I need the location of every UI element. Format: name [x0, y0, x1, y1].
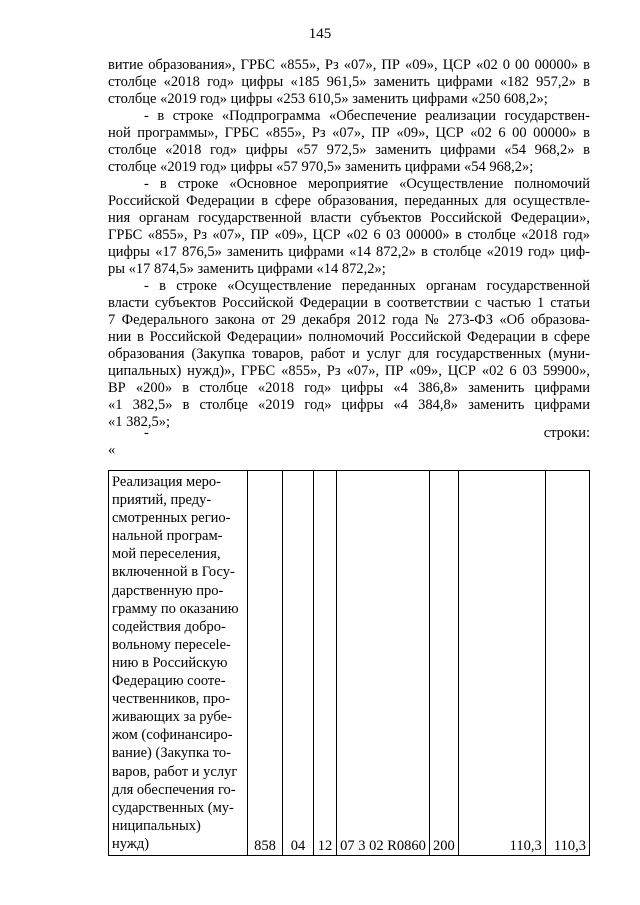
value-2019-cell: 110,3: [545, 471, 589, 856]
text-line: столбце «2019 год» цифры «253 610,5» заменить цифрами «250 608,2»;: [108, 91, 548, 107]
value-2018-cell: 110,3: [458, 471, 545, 856]
expense-name-line: включенной в Госу-: [112, 564, 235, 581]
text-line: - в строке «Осуществление переданных органам государственной: [144, 278, 590, 294]
paragraph: [108, 108, 590, 176]
page-number: 145: [308, 26, 332, 42]
vr-cell: 200: [430, 471, 459, 856]
text-line: 7 Федерального закона от 29 декабря 2012 года № 273-ФЗ «Об образова-: [108, 312, 590, 328]
paragraph: [108, 176, 590, 278]
rz-cell: 04: [283, 471, 314, 856]
expense-name-line: для обеспечения го-: [112, 781, 236, 798]
text-line: ния органам государственной власти субъектов Российской Федерации»,: [108, 210, 590, 226]
expense-name-line: чественников, про-: [112, 691, 231, 708]
expense-name-line: нужд): [112, 835, 150, 852]
expense-name-line: грамму по оказанию: [112, 600, 239, 617]
expense-name-line: живающих за рубе-: [112, 709, 232, 726]
expense-name-line: Федерацию соотe-: [112, 673, 226, 690]
grbs-cell: 858: [248, 471, 283, 856]
text-line: ГРБС «855», Рз «07», ПР «09», ЦСР «02 6 03 00000» в столбце «2018 год»: [108, 227, 590, 243]
text-line: власти субъектов Российской Федерации в соответствии с частью 1 статьи: [108, 295, 590, 311]
table-row: [109, 471, 590, 856]
text-line: ципальных) нужд)», ГРБС «855», Рз «07», ПР «09», ЦСР «02 6 03 59900»,: [108, 363, 590, 379]
expense-name-line: вольному пересele-: [112, 636, 231, 653]
text-line: столбце «2018 год» цифры «57 972,5» заменить цифрами «54 968,2» в: [108, 142, 590, 158]
expense-name-cell: [109, 471, 248, 856]
text-line: «: [108, 442, 116, 458]
text-line: Российской Федерации в сфере образования, переданных для осуществле-: [108, 193, 590, 209]
expense-name-line: дарственную про-: [112, 582, 224, 599]
expense-name-line: Реализация меро-: [112, 474, 221, 490]
text-line: образования (Закупка товаров, работ и услуг для государственных (муни-: [108, 346, 590, 362]
text-line: - строки:: [144, 425, 590, 441]
expense-name-line: жом (софинансиро-: [112, 727, 233, 744]
text-line: столбце «2018 год» цифры «185 961,5» заменить цифрами «182 957,2» в: [108, 74, 590, 90]
text-line: ВР «200» в столбце «2018 год» цифры «4 386,8» заменить цифрами: [108, 380, 590, 396]
expense-name-line: смотренных регио-: [112, 510, 231, 527]
text-line: нии в Российской Федерации» полномочий Российской Федерации в сфере: [108, 329, 590, 345]
pr-cell: 12: [314, 471, 337, 856]
expense-name-line: нию в Российскую: [112, 654, 228, 671]
budget-table: [108, 470, 590, 856]
text-line: «1 382,5»;: [108, 414, 171, 430]
expense-name-line: содействия добро-: [112, 618, 226, 635]
text-line: цифры «17 876,5» заменить цифрами «14 872,2» в столбце «2019 год» циф-: [108, 244, 590, 260]
text-line: ры «17 874,5» заменить цифрами «14 872,2»;: [108, 261, 386, 277]
paragraph: [108, 425, 590, 459]
expense-name-line: мой переселения,: [112, 546, 221, 563]
paragraph: [108, 57, 590, 108]
expense-name-line: приятий, преду-: [112, 492, 212, 509]
text-line: - в строке «Основное мероприятие «Осуществление полномочий: [144, 176, 590, 192]
paragraph: [108, 278, 590, 431]
text-line: витие образования», ГРБС «855», Рз «07», ПР «09», ЦСР «02 0 00 00000» в: [108, 57, 590, 73]
text-line: «1 382,5» в столбце «2019 год» цифры «4 384,8» заменить цифрами: [108, 397, 590, 413]
text-line: столбце «2019 год» цифры «57 970,5» заменить цифрами «54 968,2»;: [108, 159, 534, 175]
csr-cell: 07 3 02 R0860: [337, 471, 430, 856]
expense-name-line: вание) (Закупка то-: [112, 745, 231, 762]
expense-name-line: нальной програм-: [112, 528, 223, 545]
text-line: - в строке «Подпрограмма «Обеспечение реализации государствен-: [144, 108, 590, 124]
expense-name-line: варов, работ и услуг: [112, 763, 238, 780]
expense-name-line: сударственных (му-: [112, 799, 234, 816]
text-line: ной программы», ГРБС «855», Рз «07», ПР «09», ЦСР «02 6 00 00000» в: [108, 125, 590, 141]
expense-name-line: ниципальных): [112, 817, 201, 834]
expense-name: [112, 473, 244, 853]
